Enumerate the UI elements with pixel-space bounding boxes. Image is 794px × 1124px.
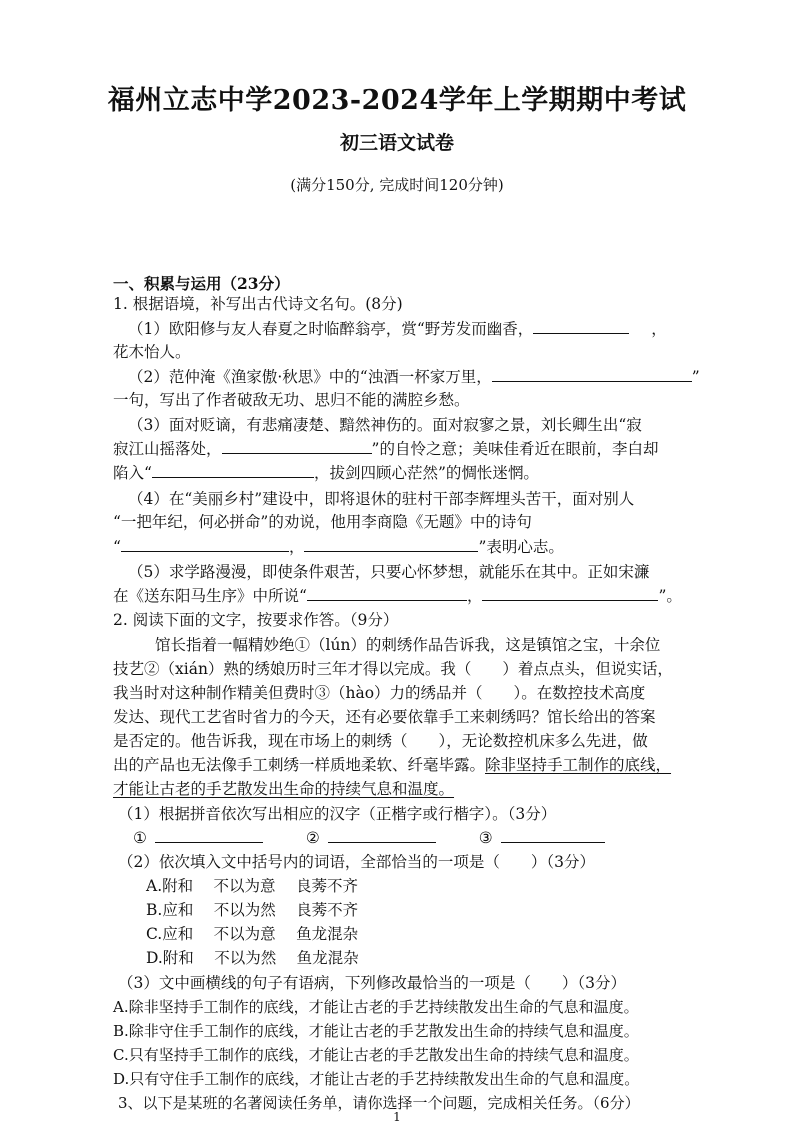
q1-part4-line2: “一把年纪，何必拼命”的劝说，他用李商隐《无题》中的诗句 [113, 513, 532, 531]
q1-part2-line2: 一句，写出了作者破敌无功、思归不能的满腔乡愁。 [113, 391, 470, 409]
q2-stem: 2. 阅读下面的文字，按要求作答。（9分） [113, 611, 399, 629]
q1-part2-line1 [128, 365, 700, 389]
punct: ， [466, 587, 483, 605]
q2-option-c[interactable]: C.应和 不以为意 鱼龙混杂 [146, 925, 359, 943]
q2-sub1-answers [133, 826, 605, 850]
q2-sub1: （1）根据拼音依次写出相应的汉字（正楷字或行楷字）。（3分） [118, 805, 557, 823]
q1-part3-line3 [113, 461, 539, 485]
q2-passage-line2: 技艺②（xián）熟的绣娘历时三年才得以完成。我（ ）着点点头，但说实话， [113, 660, 673, 678]
answer-blank[interactable] [533, 317, 629, 334]
answer-blank[interactable] [482, 584, 658, 601]
answer-blank[interactable] [222, 437, 372, 454]
q2-passage-line6 [113, 753, 671, 777]
q1-stem: 1. 根据语境，补写出古代诗文名句。(8分) [113, 295, 403, 313]
q1-part1-line1 [128, 317, 667, 341]
q1-part2-text: （2）范仲淹《渔家傲·秋思》中的“浊酒一杯家万里， [128, 368, 492, 386]
exam-title: 福州立志中学2023-2024学年上学期期中考试 [107, 85, 687, 116]
q2-sub3-option-c[interactable]: C.只有坚持手工制作的底线，才能让古老的手艺散发出生命的持续气息和温度。 [113, 1046, 639, 1064]
q2-passage-text: 出的产品也无法像手工刺绣一样质地柔软、纤毫毕露。 [113, 756, 486, 774]
answer-mark-3: ③ [478, 829, 493, 847]
section-heading: 一、积累与运用（23分） [113, 274, 290, 293]
q1-part5-text: 在《送东阳马生序》中所说“ [113, 587, 307, 605]
underlined-sentence: 除非坚持手工制作的底线， [485, 756, 672, 774]
answer-mark-2: ② [305, 829, 320, 847]
answer-blank[interactable] [304, 535, 478, 552]
q2-option-b[interactable]: B.应和 不以为然 良莠不齐 [146, 901, 359, 919]
q1-part1-line2: 花木怡人。 [113, 343, 191, 361]
q2-option-a[interactable]: A.附和 不以为意 良莠不齐 [146, 877, 358, 895]
punct: ， [651, 320, 667, 338]
punct: ， [288, 538, 305, 556]
exam-subtitle: 初三语文试卷 [339, 132, 454, 154]
q1-part5-line1: （5）求学路漫漫，即使条件艰苦，只要心怀梦想，就能乐在其中。正如宋濂 [128, 563, 650, 581]
answer-blank[interactable] [121, 535, 289, 552]
q2-sub3-option-b[interactable]: B.除非守住手工制作的底线，才能让古老的手艺散发出生命的持续气息和温度。 [113, 1022, 639, 1040]
answer-mark-1: ① [133, 829, 147, 847]
q1-part3-text2: ”的自怜之意；美味佳肴近在眼前，李白却 [371, 440, 659, 458]
answer-blank[interactable] [492, 365, 692, 382]
answer-blank[interactable] [152, 461, 314, 478]
q1-part3-text4: ，拔剑四顾心茫然”的惆怅迷惘。 [313, 464, 539, 482]
q2-passage-line3: 我当时对这种制作精美但费时③（hào）力的绣品并（ ）。在数控技术高度 [113, 684, 646, 702]
q1-part4-end: ”表明心志。 [478, 538, 564, 556]
q2-sub2: （2）依次填入文中括号内的词语，全部恰当的一项是（ ）（3分） [118, 853, 595, 871]
q2-sub3: （3）文中画横线的句子有语病，下列修改最恰当的一项是（ ）（3分） [118, 974, 626, 992]
q3-stem: 3、以下是某班的名著阅读任务单，请你选择一个问题，完成相关任务。（6分） [118, 1094, 640, 1112]
q1-part1-text: （1）欧阳修与友人春夏之时临醉翁亭，赏“野芳发而幽香， [128, 320, 534, 338]
q2-sub3-option-a[interactable]: A.除非坚持手工制作的底线，才能让古老的手艺持续散发出生命的气息和温度。 [113, 998, 639, 1016]
q1-part4-line3 [113, 535, 564, 559]
q2-passage-line1: 馆长指着一幅精妙绝①（lún）的刺绣作品告诉我，这是镇馆之宝，十余位 [155, 636, 661, 654]
punct: ” [691, 368, 700, 386]
q2-passage-line4: 发达、现代工艺省时省力的今天，还有必要依靠手工来刺绣吗？馆长给出的答案 [113, 708, 656, 726]
q1-part3-text: 寂江山摇落处， [113, 440, 222, 458]
exam-info: (满分150分, 完成时间120分钟) [290, 176, 504, 194]
q2-sub3-option-d[interactable]: D.只有守住手工制作的底线，才能让古老的手艺持续散发出生命的气息和温度。 [113, 1070, 640, 1088]
underlined-sentence-cont: 才能让古老的手艺散发出生命的持续气息和温度。 [113, 780, 455, 798]
q1-part3-line2 [113, 437, 658, 461]
q1-part4-line1: （4）在“美丽乡村”建设中，即将退休的驻村干部李辉埋头苦干，面对别人 [128, 490, 635, 508]
q2-option-d[interactable]: D.附和 不以为然 鱼龙混杂 [146, 949, 359, 967]
answer-blank[interactable] [307, 584, 467, 601]
q1-part3-text3: 陷入“ [113, 464, 152, 482]
answer-blank[interactable] [155, 826, 263, 843]
answer-blank[interactable] [501, 826, 605, 843]
q1-part5-line2 [113, 584, 682, 608]
answer-blank[interactable] [328, 826, 436, 843]
punct: ”。 [658, 587, 682, 605]
q2-passage-line5: 是否定的。他告诉我，现在市场上的刺绣（ ），无论数控机床多么先进，做 [113, 732, 648, 750]
punct: “ [113, 538, 121, 556]
page-number: 1 [393, 1110, 401, 1124]
q1-part3-line1: （3）面对贬谪，有悲痛凄楚、黯然神伤的。面对寂寥之景，刘长卿生出“寂 [128, 416, 642, 434]
